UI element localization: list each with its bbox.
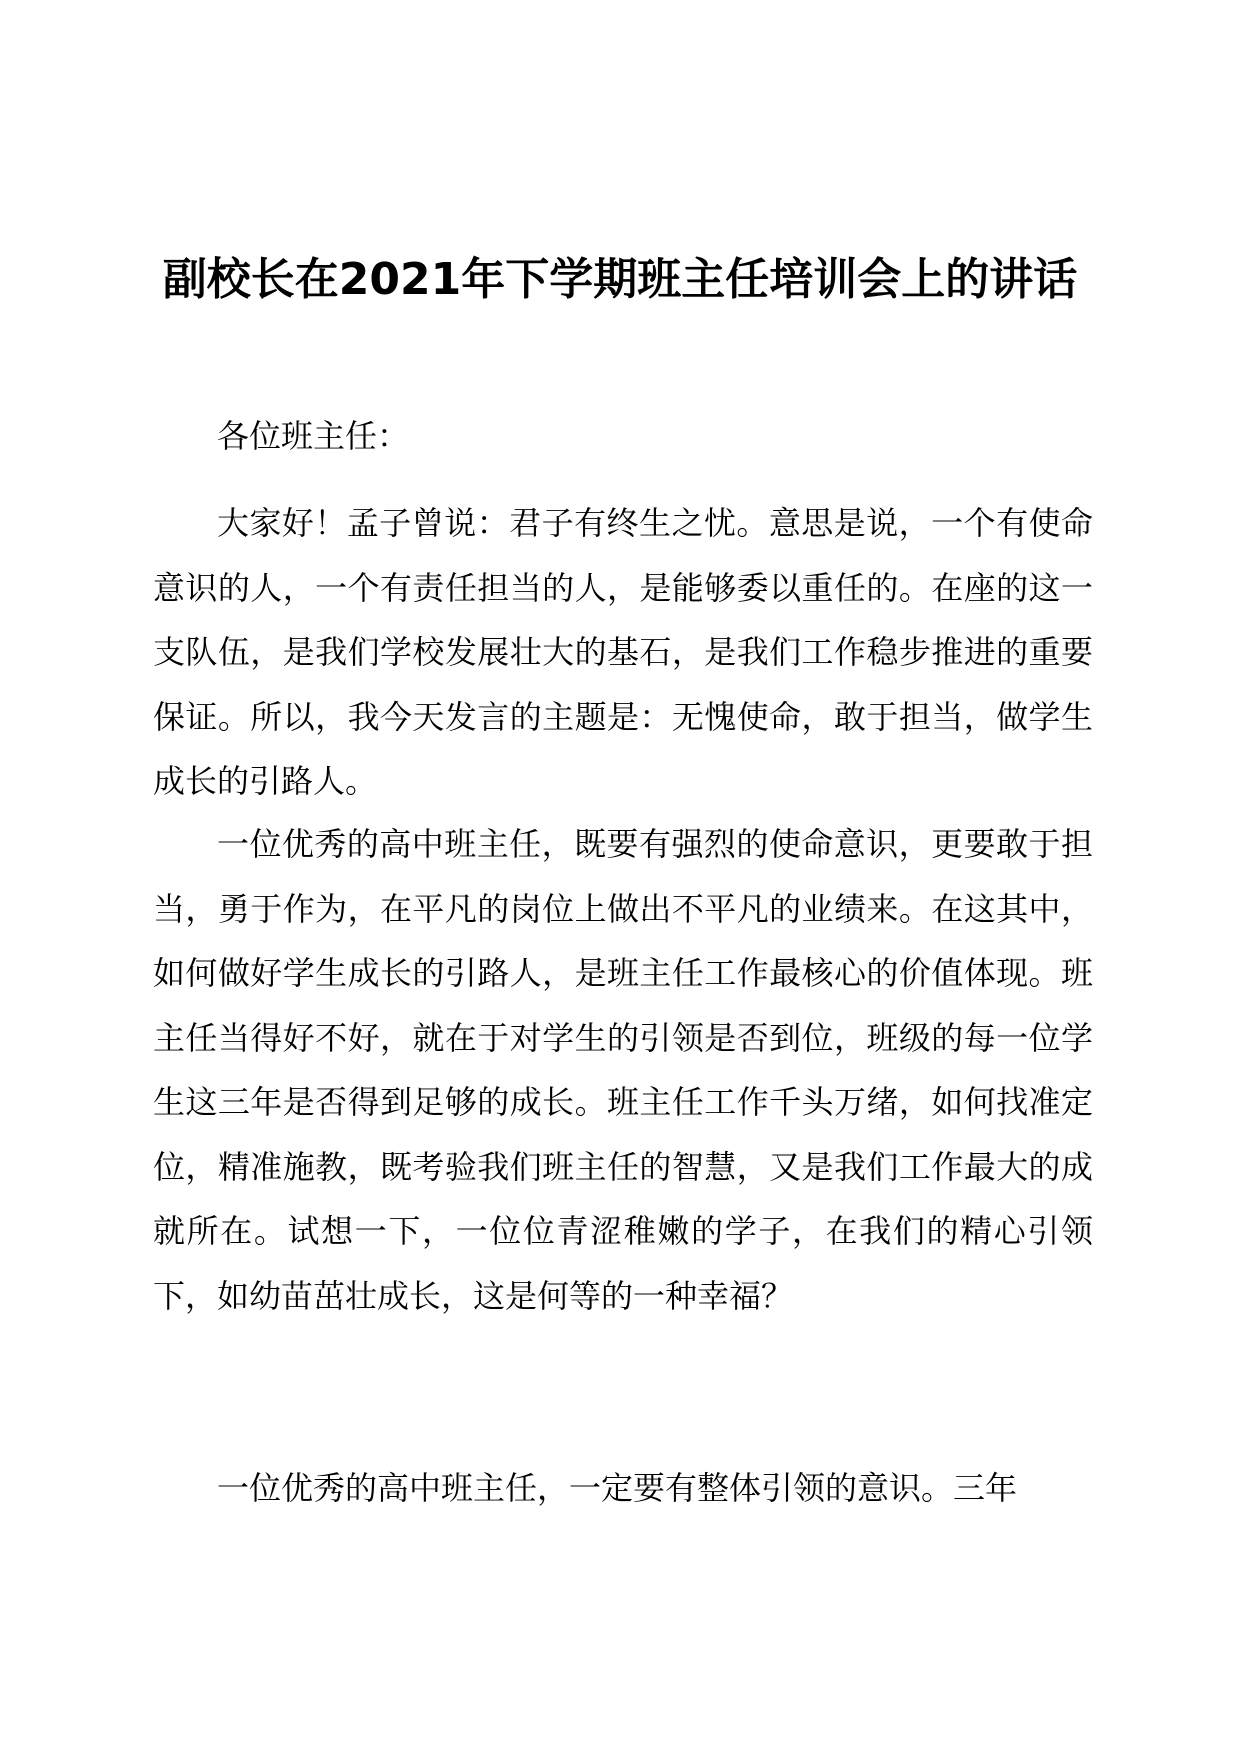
- paragraph-2: 一位优秀的高中班主任，既要有强烈的使命意识，更要敢于担当，勇于作为，在平凡的岗位上做出不平凡的业绩来。在这其中，如何做好学生成长的引路人，是班主任工作最核心的价值体现。班主任当得好不好，就在于对学生的引领是否到位，班级的每一位学生这三年是否得到足够的成长。班主任工作千头万绪，如何找准定位，精准施教，既考验我们班主任的智慧，又是我们工作最大的成就所在。试想一下，一位位青涩稚嫩的学子，在我们的精心引领下，如幼苗茁壮成长，这是何等的一种幸福？: [153, 825, 1093, 1315]
- salutation: 各位班主任：: [217, 417, 410, 455]
- paragraph-3: 一位优秀的高中班主任，一定要有整体引领的意识。三年: [217, 1469, 1018, 1507]
- document-title: 副校长在2021年下学期班主任培训会上的讲话: [162, 254, 1078, 305]
- paragraph-1: 大家好！孟子曾说：君子有终生之忧。意思是说，一个有使命意识的人，一个有责任担当的人，是能够委以重任的。在座的这一支队伍，是我们学校发展壮大的基石，是我们工作稳步推进的重要保证。所以，我今天发言的主题是：无愧使命，敢于担当，做学生成长的引路人。: [153, 504, 1093, 800]
